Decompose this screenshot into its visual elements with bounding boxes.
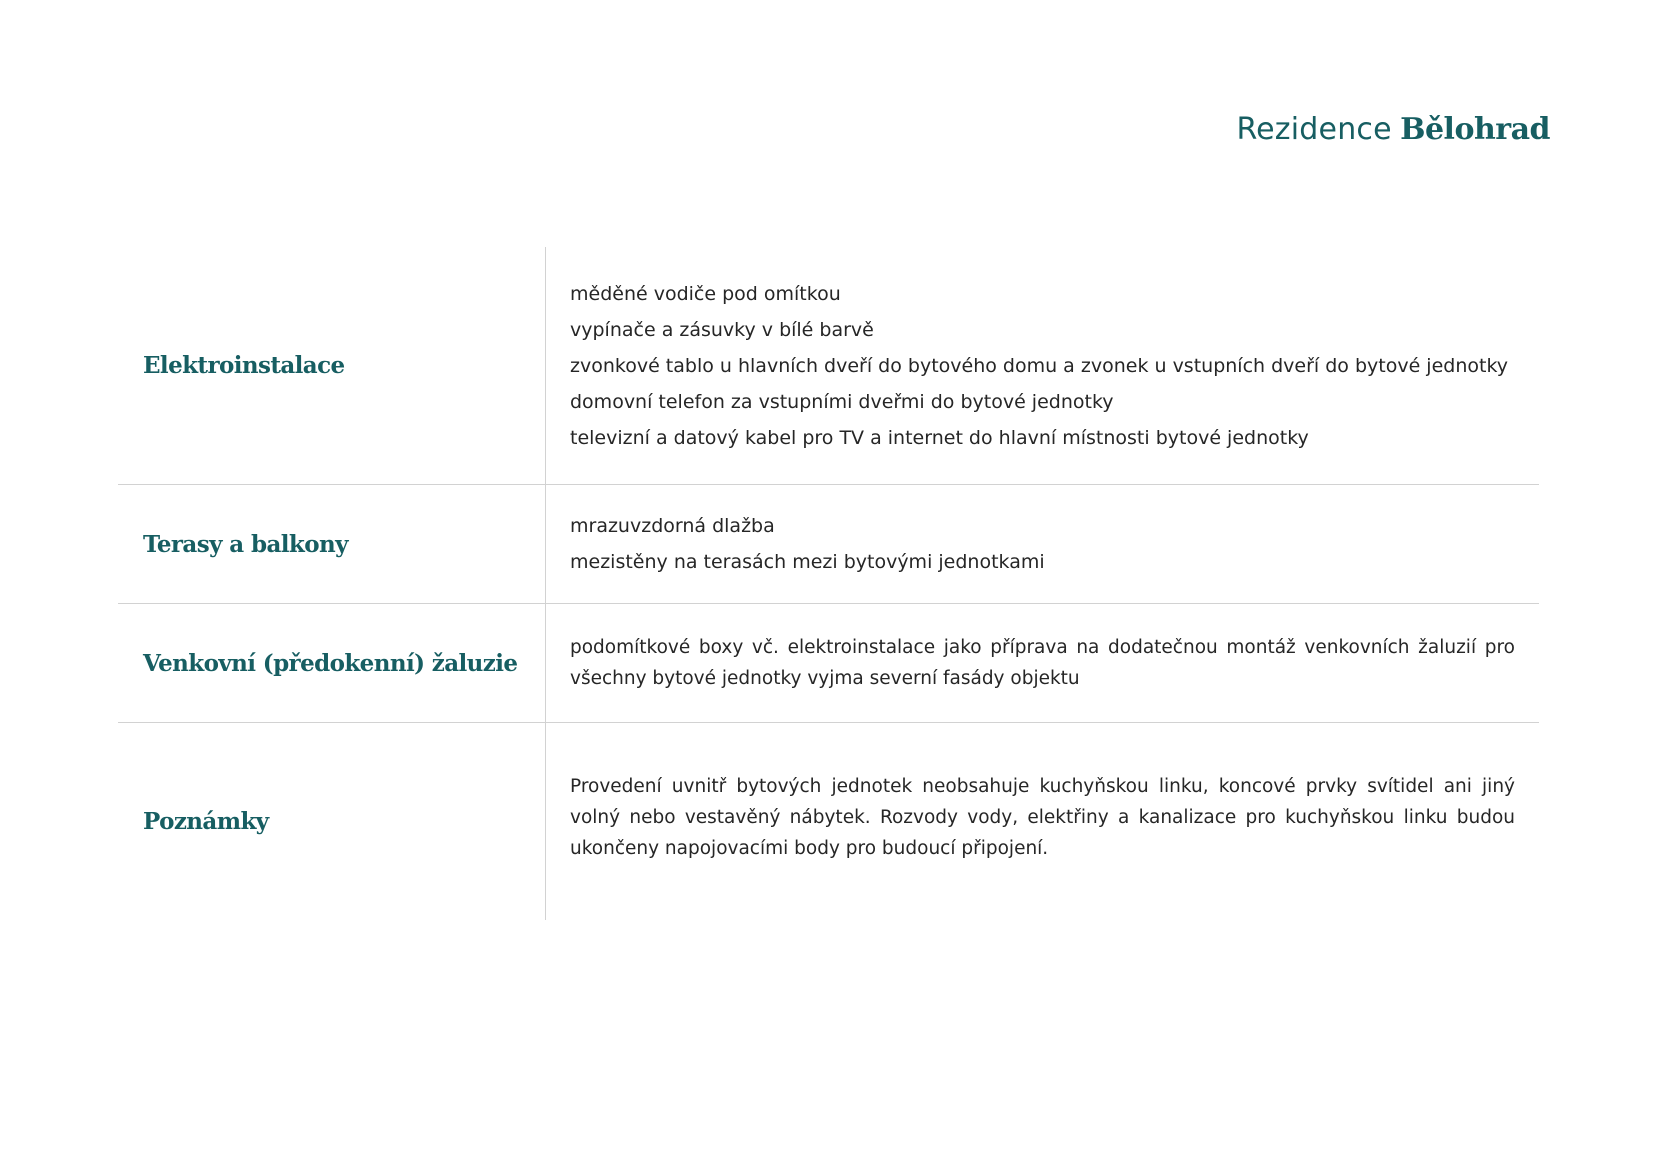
row-title-cell bbox=[118, 247, 546, 484]
row-content-cell bbox=[546, 723, 1539, 920]
table-row bbox=[118, 485, 1539, 604]
table-row bbox=[118, 723, 1539, 920]
row-content-cell bbox=[546, 247, 1539, 484]
row-title-cell bbox=[118, 485, 546, 603]
paragraph: Provedení uvnitř bytových jednotek neobsahuje kuchyňskou linku, koncové prvky svítidel ani jiný volný nebo vestavěný nábytek. Rozvody vody, elektřiny a kanalizace pro kuchyňskou linku budou ukončeny napojovacími body pro budoucí připojení. bbox=[570, 776, 1515, 859]
list-item: zvonkové tablo u hlavních dveří do bytového domu a zvonek u vstupních dveří do bytové jednotky bbox=[570, 354, 1509, 377]
table-row bbox=[118, 247, 1539, 485]
brand-name-bold: Bělohrad bbox=[1400, 112, 1550, 147]
row-title: Venkovní (předokenní) žaluzie bbox=[143, 649, 518, 677]
row-title-cell bbox=[118, 723, 546, 920]
list-item: vypínače a zásuvky v bílé barvě bbox=[570, 318, 874, 341]
row-content-cell bbox=[546, 485, 1539, 603]
brand-logo bbox=[1236, 110, 1550, 150]
row-title-cell bbox=[118, 604, 546, 722]
row-title: Poznámky bbox=[143, 808, 269, 835]
list-item: měděné vodiče pod omítkou bbox=[570, 282, 841, 305]
list-item: televizní a datový kabel pro TV a internet do hlavní místnosti bytové jednotky bbox=[570, 426, 1309, 449]
paragraph: podomítkové boxy vč. elektroinstalace jako příprava na dodatečnou montáž venkovních žaluzií pro všechny bytové jednotky vyjma severní fasády objektu bbox=[570, 637, 1515, 689]
list-item: mezistěny na terasách mezi bytovými jednotkami bbox=[570, 551, 1045, 573]
specification-table bbox=[118, 247, 1539, 920]
row-content-cell bbox=[546, 604, 1539, 722]
brand-name-light: Rezidence bbox=[1236, 112, 1392, 147]
list-item: domovní telefon za vstupními dveřmi do bytové jednotky bbox=[570, 390, 1114, 413]
row-title: Terasy a balkony bbox=[143, 530, 348, 558]
table-row bbox=[118, 604, 1539, 723]
row-title: Elektroinstalace bbox=[143, 352, 345, 379]
list-item: mrazuvzdorná dlažba bbox=[570, 515, 775, 537]
